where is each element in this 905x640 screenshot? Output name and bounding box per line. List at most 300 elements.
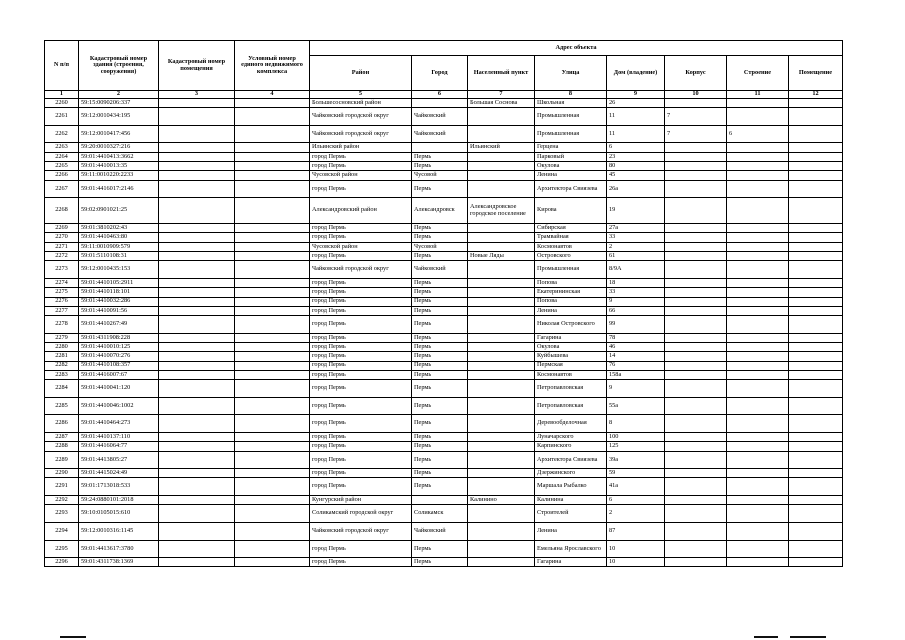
room-cell (789, 242, 843, 251)
room-cell (789, 297, 843, 306)
table-header (45, 41, 843, 99)
cadastral-room-cell (159, 496, 235, 505)
room-cell (789, 306, 843, 315)
city-cell: Пермь (412, 278, 468, 287)
city-cell: Пермь (412, 361, 468, 370)
korpus-cell (665, 397, 727, 415)
building-cell (727, 152, 789, 161)
house-cell: 99 (607, 316, 665, 334)
conditional-number-cell (235, 469, 310, 478)
building-cell (727, 361, 789, 370)
district-cell: город Пермь (310, 540, 412, 558)
cadastral-room-cell (159, 278, 235, 287)
conditional-number-cell (235, 415, 310, 433)
korpus-cell (665, 442, 727, 451)
table-row (45, 233, 843, 242)
district-cell: город Пермь (310, 352, 412, 361)
korpus-cell (665, 352, 727, 361)
city-cell: Пермь (412, 233, 468, 242)
district-cell: Чусовской район (310, 171, 412, 180)
room-cell (789, 125, 843, 143)
cadastral-building-cell: 59:01:4410118:101 (79, 288, 159, 297)
korpus-cell (665, 198, 727, 224)
house-cell: 2 (607, 242, 665, 251)
cadastral-building-cell: 59:01:4410032:286 (79, 297, 159, 306)
conditional-number-cell (235, 125, 310, 143)
korpus-cell (665, 432, 727, 441)
cadastral-building-cell: 59:01:4410267:49 (79, 316, 159, 334)
cadastral-building-cell: 59:01:4416064:77 (79, 442, 159, 451)
conditional-number-cell (235, 496, 310, 505)
building-cell (727, 352, 789, 361)
cadastral-room-cell (159, 343, 235, 352)
table-row (45, 288, 843, 297)
row-number: 2281 (45, 352, 79, 361)
cadastral-room-cell (159, 558, 235, 567)
house-cell: 80 (607, 162, 665, 171)
korpus-cell (665, 478, 727, 496)
house-cell: 8/9А (607, 261, 665, 279)
conditional-number-cell (235, 558, 310, 567)
cadastral-building-cell: 59:01:4410413:3662 (79, 152, 159, 161)
conditional-number-cell (235, 233, 310, 242)
settlement-cell (468, 451, 535, 469)
table-row (45, 108, 843, 126)
row-number: 2290 (45, 469, 79, 478)
korpus-cell: 7 (665, 125, 727, 143)
conditional-number-cell (235, 288, 310, 297)
header-cadastral-building: Кадастровый номер здания (строения, сооружения) (79, 41, 159, 91)
table-row (45, 198, 843, 224)
building-cell (727, 143, 789, 152)
cadastral-room-cell (159, 432, 235, 441)
row-number: 2296 (45, 558, 79, 567)
settlement-cell (468, 180, 535, 198)
cadastral-room-cell (159, 252, 235, 261)
table-row (45, 252, 843, 261)
cadastral-building-cell: 59:20:0010327:216 (79, 143, 159, 152)
korpus-cell (665, 316, 727, 334)
table-row (45, 152, 843, 161)
settlement-cell (468, 478, 535, 496)
cadastral-room-cell (159, 162, 235, 171)
street-cell: Кирова (535, 198, 607, 224)
row-number: 2289 (45, 451, 79, 469)
korpus-cell (665, 306, 727, 315)
building-cell (727, 415, 789, 433)
house-cell: 78 (607, 333, 665, 342)
row-number: 2278 (45, 316, 79, 334)
room-cell (789, 469, 843, 478)
building-cell (727, 380, 789, 398)
house-cell: 6 (607, 143, 665, 152)
cadastral-building-cell: 59:01:4410041:120 (79, 380, 159, 398)
city-cell: Соликамск (412, 505, 468, 523)
street-cell: Космонавтов (535, 370, 607, 379)
house-cell: 41а (607, 478, 665, 496)
conditional-number-cell (235, 252, 310, 261)
street-cell: Попова (535, 297, 607, 306)
korpus-cell (665, 288, 727, 297)
district-cell: город Пермь (310, 152, 412, 161)
building-cell (727, 180, 789, 198)
street-cell: Николая Островского (535, 316, 607, 334)
settlement-cell (468, 261, 535, 279)
district-cell: город Пермь (310, 432, 412, 441)
city-cell: Пермь (412, 478, 468, 496)
conditional-number-cell (235, 432, 310, 441)
room-cell (789, 558, 843, 567)
cadastral-building-cell: 59:12:0010434:195 (79, 108, 159, 126)
district-cell: Кунгурский район (310, 496, 412, 505)
room-cell (789, 522, 843, 540)
table-row (45, 125, 843, 143)
house-cell: 8 (607, 415, 665, 433)
cadastral-room-cell (159, 108, 235, 126)
row-number: 2294 (45, 522, 79, 540)
district-cell: город Пермь (310, 370, 412, 379)
cadastral-building-cell: 59:12:0010435:153 (79, 261, 159, 279)
table-row (45, 99, 843, 108)
room-cell (789, 451, 843, 469)
street-cell: Ленина (535, 306, 607, 315)
room-cell (789, 252, 843, 261)
cadastral-room-cell (159, 316, 235, 334)
city-cell: Пермь (412, 224, 468, 233)
header-street: Улица (535, 56, 607, 91)
city-cell: Пермь (412, 306, 468, 315)
city-cell: Пермь (412, 540, 468, 558)
house-cell: 55а (607, 397, 665, 415)
street-cell: Гагарина (535, 333, 607, 342)
settlement-cell (468, 288, 535, 297)
street-cell: Промышленная (535, 125, 607, 143)
district-cell: Чайковский городской округ (310, 108, 412, 126)
cadastral-building-cell: 59:02:0901021:25 (79, 198, 159, 224)
room-cell (789, 108, 843, 126)
city-cell: Пермь (412, 297, 468, 306)
street-cell: Трамвайная (535, 233, 607, 242)
conditional-number-cell (235, 478, 310, 496)
row-number: 2272 (45, 252, 79, 261)
district-cell: город Пермь (310, 451, 412, 469)
conditional-number-cell (235, 278, 310, 287)
cadastral-room-cell (159, 397, 235, 415)
conditional-number-cell (235, 333, 310, 342)
house-cell: 61 (607, 252, 665, 261)
room-cell (789, 505, 843, 523)
settlement-cell (468, 540, 535, 558)
city-cell (412, 496, 468, 505)
conditional-number-cell (235, 343, 310, 352)
header-room: Помещение (789, 56, 843, 91)
house-cell: 46 (607, 343, 665, 352)
house-cell: 10 (607, 558, 665, 567)
conditional-number-cell (235, 352, 310, 361)
korpus-cell (665, 162, 727, 171)
building-cell (727, 316, 789, 334)
korpus-cell (665, 242, 727, 251)
house-cell: 26а (607, 180, 665, 198)
district-cell: Чусовской район (310, 242, 412, 251)
city-cell (412, 143, 468, 152)
district-cell: город Пермь (310, 558, 412, 567)
city-cell: Чайковский (412, 125, 468, 143)
district-cell: город Пермь (310, 333, 412, 342)
room-cell (789, 333, 843, 342)
district-cell: город Пермь (310, 380, 412, 398)
street-cell: Луначарского (535, 432, 607, 441)
row-number: 2267 (45, 180, 79, 198)
city-cell: Пермь (412, 352, 468, 361)
street-cell: Маршала Рыбалко (535, 478, 607, 496)
row-number: 2295 (45, 540, 79, 558)
building-cell (727, 442, 789, 451)
conditional-number-cell (235, 171, 310, 180)
cadastral-building-cell: 59:01:4416007:67 (79, 370, 159, 379)
korpus-cell (665, 171, 727, 180)
cadastral-room-cell (159, 505, 235, 523)
street-cell: Промышленная (535, 261, 607, 279)
conditional-number-cell (235, 152, 310, 161)
table-row (45, 442, 843, 451)
room-cell (789, 288, 843, 297)
settlement-cell: Калинино (468, 496, 535, 505)
conditional-number-cell (235, 316, 310, 334)
scan-mark-bottom-right-1 (754, 636, 778, 638)
korpus-cell (665, 361, 727, 370)
cadastral-room-cell (159, 143, 235, 152)
row-number: 2266 (45, 171, 79, 180)
settlement-cell (468, 469, 535, 478)
row-number: 2283 (45, 370, 79, 379)
row-number: 2292 (45, 496, 79, 505)
building-cell (727, 278, 789, 287)
cadastral-building-cell: 59:01:4410464:273 (79, 415, 159, 433)
building-cell (727, 242, 789, 251)
building-cell (727, 171, 789, 180)
house-cell: 14 (607, 352, 665, 361)
header-settlement: Населенный пункт (468, 56, 535, 91)
korpus-cell (665, 380, 727, 398)
building-cell (727, 333, 789, 342)
korpus-cell (665, 278, 727, 287)
column-number: 5 (310, 91, 412, 99)
row-number: 2262 (45, 125, 79, 143)
district-cell: Соликамский городской округ (310, 505, 412, 523)
building-cell (727, 505, 789, 523)
city-cell: Пермь (412, 162, 468, 171)
street-cell: Герцена (535, 143, 607, 152)
scan-mark-bottom-right-2 (790, 636, 826, 638)
city-cell: Пермь (412, 288, 468, 297)
city-cell: Пермь (412, 370, 468, 379)
table-row (45, 180, 843, 198)
column-number: 8 (535, 91, 607, 99)
street-cell: Архитектора Свиязева (535, 180, 607, 198)
street-cell: Петропавловская (535, 380, 607, 398)
house-cell: 11 (607, 125, 665, 143)
cadastral-room-cell (159, 242, 235, 251)
house-cell: 33 (607, 233, 665, 242)
room-cell (789, 496, 843, 505)
city-cell: Пермь (412, 469, 468, 478)
room-cell (789, 180, 843, 198)
cadastral-room-cell (159, 352, 235, 361)
korpus-cell (665, 469, 727, 478)
room-cell (789, 171, 843, 180)
building-cell (727, 306, 789, 315)
header-building: Строение (727, 56, 789, 91)
room-cell (789, 261, 843, 279)
row-number: 2274 (45, 278, 79, 287)
house-cell: 26 (607, 99, 665, 108)
conditional-number-cell (235, 380, 310, 398)
district-cell: Ильинский район (310, 143, 412, 152)
settlement-cell (468, 505, 535, 523)
street-cell: Емельяна Ярославского (535, 540, 607, 558)
house-cell: 76 (607, 361, 665, 370)
cadastral-room-cell (159, 288, 235, 297)
column-number: 12 (789, 91, 843, 99)
column-number: 9 (607, 91, 665, 99)
building-cell (727, 108, 789, 126)
room-cell (789, 380, 843, 398)
city-cell: Пермь (412, 432, 468, 441)
korpus-cell (665, 370, 727, 379)
city-cell: Пермь (412, 180, 468, 198)
city-cell: Чайковский (412, 108, 468, 126)
street-cell: Парковый (535, 152, 607, 161)
street-cell: Куйбышева (535, 352, 607, 361)
building-cell (727, 558, 789, 567)
korpus-cell (665, 451, 727, 469)
settlement-cell (468, 380, 535, 398)
settlement-cell: Большая Соснова (468, 99, 535, 108)
room-cell (789, 540, 843, 558)
city-cell: Пермь (412, 152, 468, 161)
district-cell: город Пермь (310, 478, 412, 496)
column-number: 6 (412, 91, 468, 99)
table-row (45, 352, 843, 361)
city-cell: Пермь (412, 333, 468, 342)
street-cell: Космонавтов (535, 242, 607, 251)
cadastral-building-cell: 59:01:4311738:1369 (79, 558, 159, 567)
cadastral-room-cell (159, 478, 235, 496)
table-row (45, 361, 843, 370)
cadastral-room-cell (159, 233, 235, 242)
column-number-row (45, 91, 843, 99)
korpus-cell: 7 (665, 108, 727, 126)
table-row (45, 343, 843, 352)
table-row (45, 415, 843, 433)
settlement-cell (468, 432, 535, 441)
room-cell (789, 397, 843, 415)
conditional-number-cell (235, 261, 310, 279)
cadastral-room-cell (159, 540, 235, 558)
street-cell: Попова (535, 278, 607, 287)
conditional-number-cell (235, 224, 310, 233)
cadastral-room-cell (159, 180, 235, 198)
row-number: 2284 (45, 380, 79, 398)
cadastral-building-cell: 59:01:4311908:228 (79, 333, 159, 342)
header-korpus: Корпус (665, 56, 727, 91)
cadastral-building-cell: 59:01:4410108:357 (79, 361, 159, 370)
cadastral-room-cell (159, 261, 235, 279)
cadastral-room-cell (159, 125, 235, 143)
city-cell: Пермь (412, 343, 468, 352)
cadastral-room-cell (159, 442, 235, 451)
cadastral-room-cell (159, 415, 235, 433)
district-cell: Чайковский городской округ (310, 261, 412, 279)
table-row (45, 261, 843, 279)
building-cell (727, 297, 789, 306)
building-cell (727, 540, 789, 558)
conditional-number-cell (235, 306, 310, 315)
district-cell: город Пермь (310, 288, 412, 297)
building-cell (727, 233, 789, 242)
table-row (45, 505, 843, 523)
table-row (45, 558, 843, 567)
district-cell: город Пермь (310, 343, 412, 352)
cadastral-building-cell: 59:01:4410091:56 (79, 306, 159, 315)
cadastral-building-cell: 59:11:0010220:2233 (79, 171, 159, 180)
building-cell (727, 252, 789, 261)
row-number: 2287 (45, 432, 79, 441)
table-row (45, 224, 843, 233)
row-number: 2269 (45, 224, 79, 233)
table-row (45, 478, 843, 496)
city-cell: Чусовой (412, 171, 468, 180)
city-cell: Чусовой (412, 242, 468, 251)
column-number: 3 (159, 91, 235, 99)
settlement-cell (468, 224, 535, 233)
cadastral-room-cell (159, 171, 235, 180)
building-cell (727, 370, 789, 379)
cadastral-room-cell (159, 198, 235, 224)
district-cell: город Пермь (310, 469, 412, 478)
cadastral-room-cell (159, 333, 235, 342)
cadastral-building-cell: 59:01:4410046:1002 (79, 397, 159, 415)
table-row (45, 469, 843, 478)
settlement-cell (468, 522, 535, 540)
column-number: 2 (79, 91, 159, 99)
table-row (45, 451, 843, 469)
street-cell: Калинина (535, 496, 607, 505)
table-row (45, 162, 843, 171)
table-row (45, 316, 843, 334)
district-cell: город Пермь (310, 306, 412, 315)
column-number: 1 (45, 91, 79, 99)
house-cell: 87 (607, 522, 665, 540)
korpus-cell (665, 505, 727, 523)
settlement-cell (468, 306, 535, 315)
house-cell: 9 (607, 380, 665, 398)
table-row (45, 306, 843, 315)
house-cell: 18 (607, 278, 665, 287)
korpus-cell (665, 224, 727, 233)
conditional-number-cell (235, 442, 310, 451)
district-cell: город Пермь (310, 224, 412, 233)
room-cell (789, 99, 843, 108)
row-number: 2268 (45, 198, 79, 224)
cadastral-building-cell: 59:12:0010417:456 (79, 125, 159, 143)
house-cell: 10 (607, 540, 665, 558)
building-cell (727, 224, 789, 233)
city-cell: Пермь (412, 442, 468, 451)
city-cell: Пермь (412, 451, 468, 469)
cadastral-room-cell (159, 370, 235, 379)
